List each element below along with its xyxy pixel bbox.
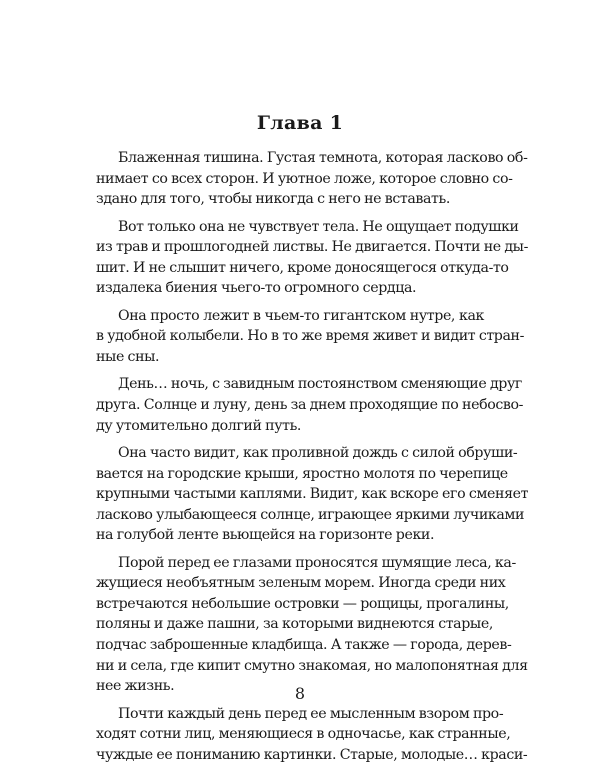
paragraph xyxy=(96,443,529,546)
text-line: нее жизнь. xyxy=(96,678,175,695)
paragraph xyxy=(96,217,528,299)
text-line: поляны и даже пашни, за которыми виднеются старые, xyxy=(96,616,493,633)
text-line: подчас заброшенные кладбища. А также — города, дерев- xyxy=(96,637,512,654)
text-line: ходят сотни лиц, меняющиеся в одночасье, как странные, xyxy=(96,726,511,743)
paragraph xyxy=(96,306,525,368)
text-line: Она просто лежит в чьем-то гигантском нутре, как xyxy=(118,307,484,324)
paragraph xyxy=(96,374,524,436)
text-line: Блаженная тишина. Густая темнота, которая ласково об- xyxy=(118,150,528,166)
text-line: ласково улыбающееся солнце, играющее яркими лучиками xyxy=(96,506,525,523)
text-line: встречаются небольшие островки — рощицы, прогалины, xyxy=(96,595,509,612)
text-line: Порой перед ее глазами проносятся шумящие леса, ка- xyxy=(118,554,516,571)
text-line: Она часто видит, как проливной дождь с силой обруши- xyxy=(118,445,518,462)
text-line: на голубой ленте вьющейся на горизонте реки. xyxy=(96,527,435,544)
text-line: из трав и прошлогодней листвы. Не двигается. Почти не ды- xyxy=(96,239,528,256)
text-line: издалека биения чьего-то огромного сердца. xyxy=(96,280,417,297)
text-line: Вот только она не чувствует тела. Не ощущает подушки xyxy=(118,218,519,235)
chapter-title: Глава 1 xyxy=(256,112,344,134)
text-line: жущиеся необъятным зеленым морем. Иногда среди них xyxy=(96,575,506,592)
page-number: 8 xyxy=(294,684,306,703)
text-line: нимает со всех сторон. И уютное ложе, которое словно со- xyxy=(96,170,513,187)
text-line: вается на городские крыши, яростно молотя по черепице xyxy=(96,465,508,482)
text-line: шит. И не слышит ничего, кроме доносящегося откуда-то xyxy=(96,259,509,276)
text-line: ни и села, где кипит смутно знакомая, но малопонятная для xyxy=(96,657,528,674)
text-line: здано для того, чтобы никогда с него не вставать. xyxy=(96,191,450,208)
text-line: День… ночь, с завидным постоянством сменяющие друг xyxy=(118,376,522,393)
text-line: Почти каждый день перед ее мысленным взором про- xyxy=(118,705,504,722)
text-line: крупными частыми каплями. Видит, как вскоре его сменяет xyxy=(96,486,529,503)
text-line: в удобной колыбели. Но в то же время живет и видит стран- xyxy=(96,328,525,345)
text-line: ные сны. xyxy=(96,348,160,365)
paragraph xyxy=(96,553,528,697)
text-line: чуждые ее пониманию картинки. Старые, молодые… краси- xyxy=(96,746,528,763)
text-line: друга. Солнце и луну, день за днем проходящие по небосво- xyxy=(96,397,524,414)
paragraph xyxy=(96,148,528,210)
text-line: ду утомительно долгий путь. xyxy=(96,417,302,434)
chapter-body xyxy=(96,148,529,772)
paragraph xyxy=(96,704,528,766)
